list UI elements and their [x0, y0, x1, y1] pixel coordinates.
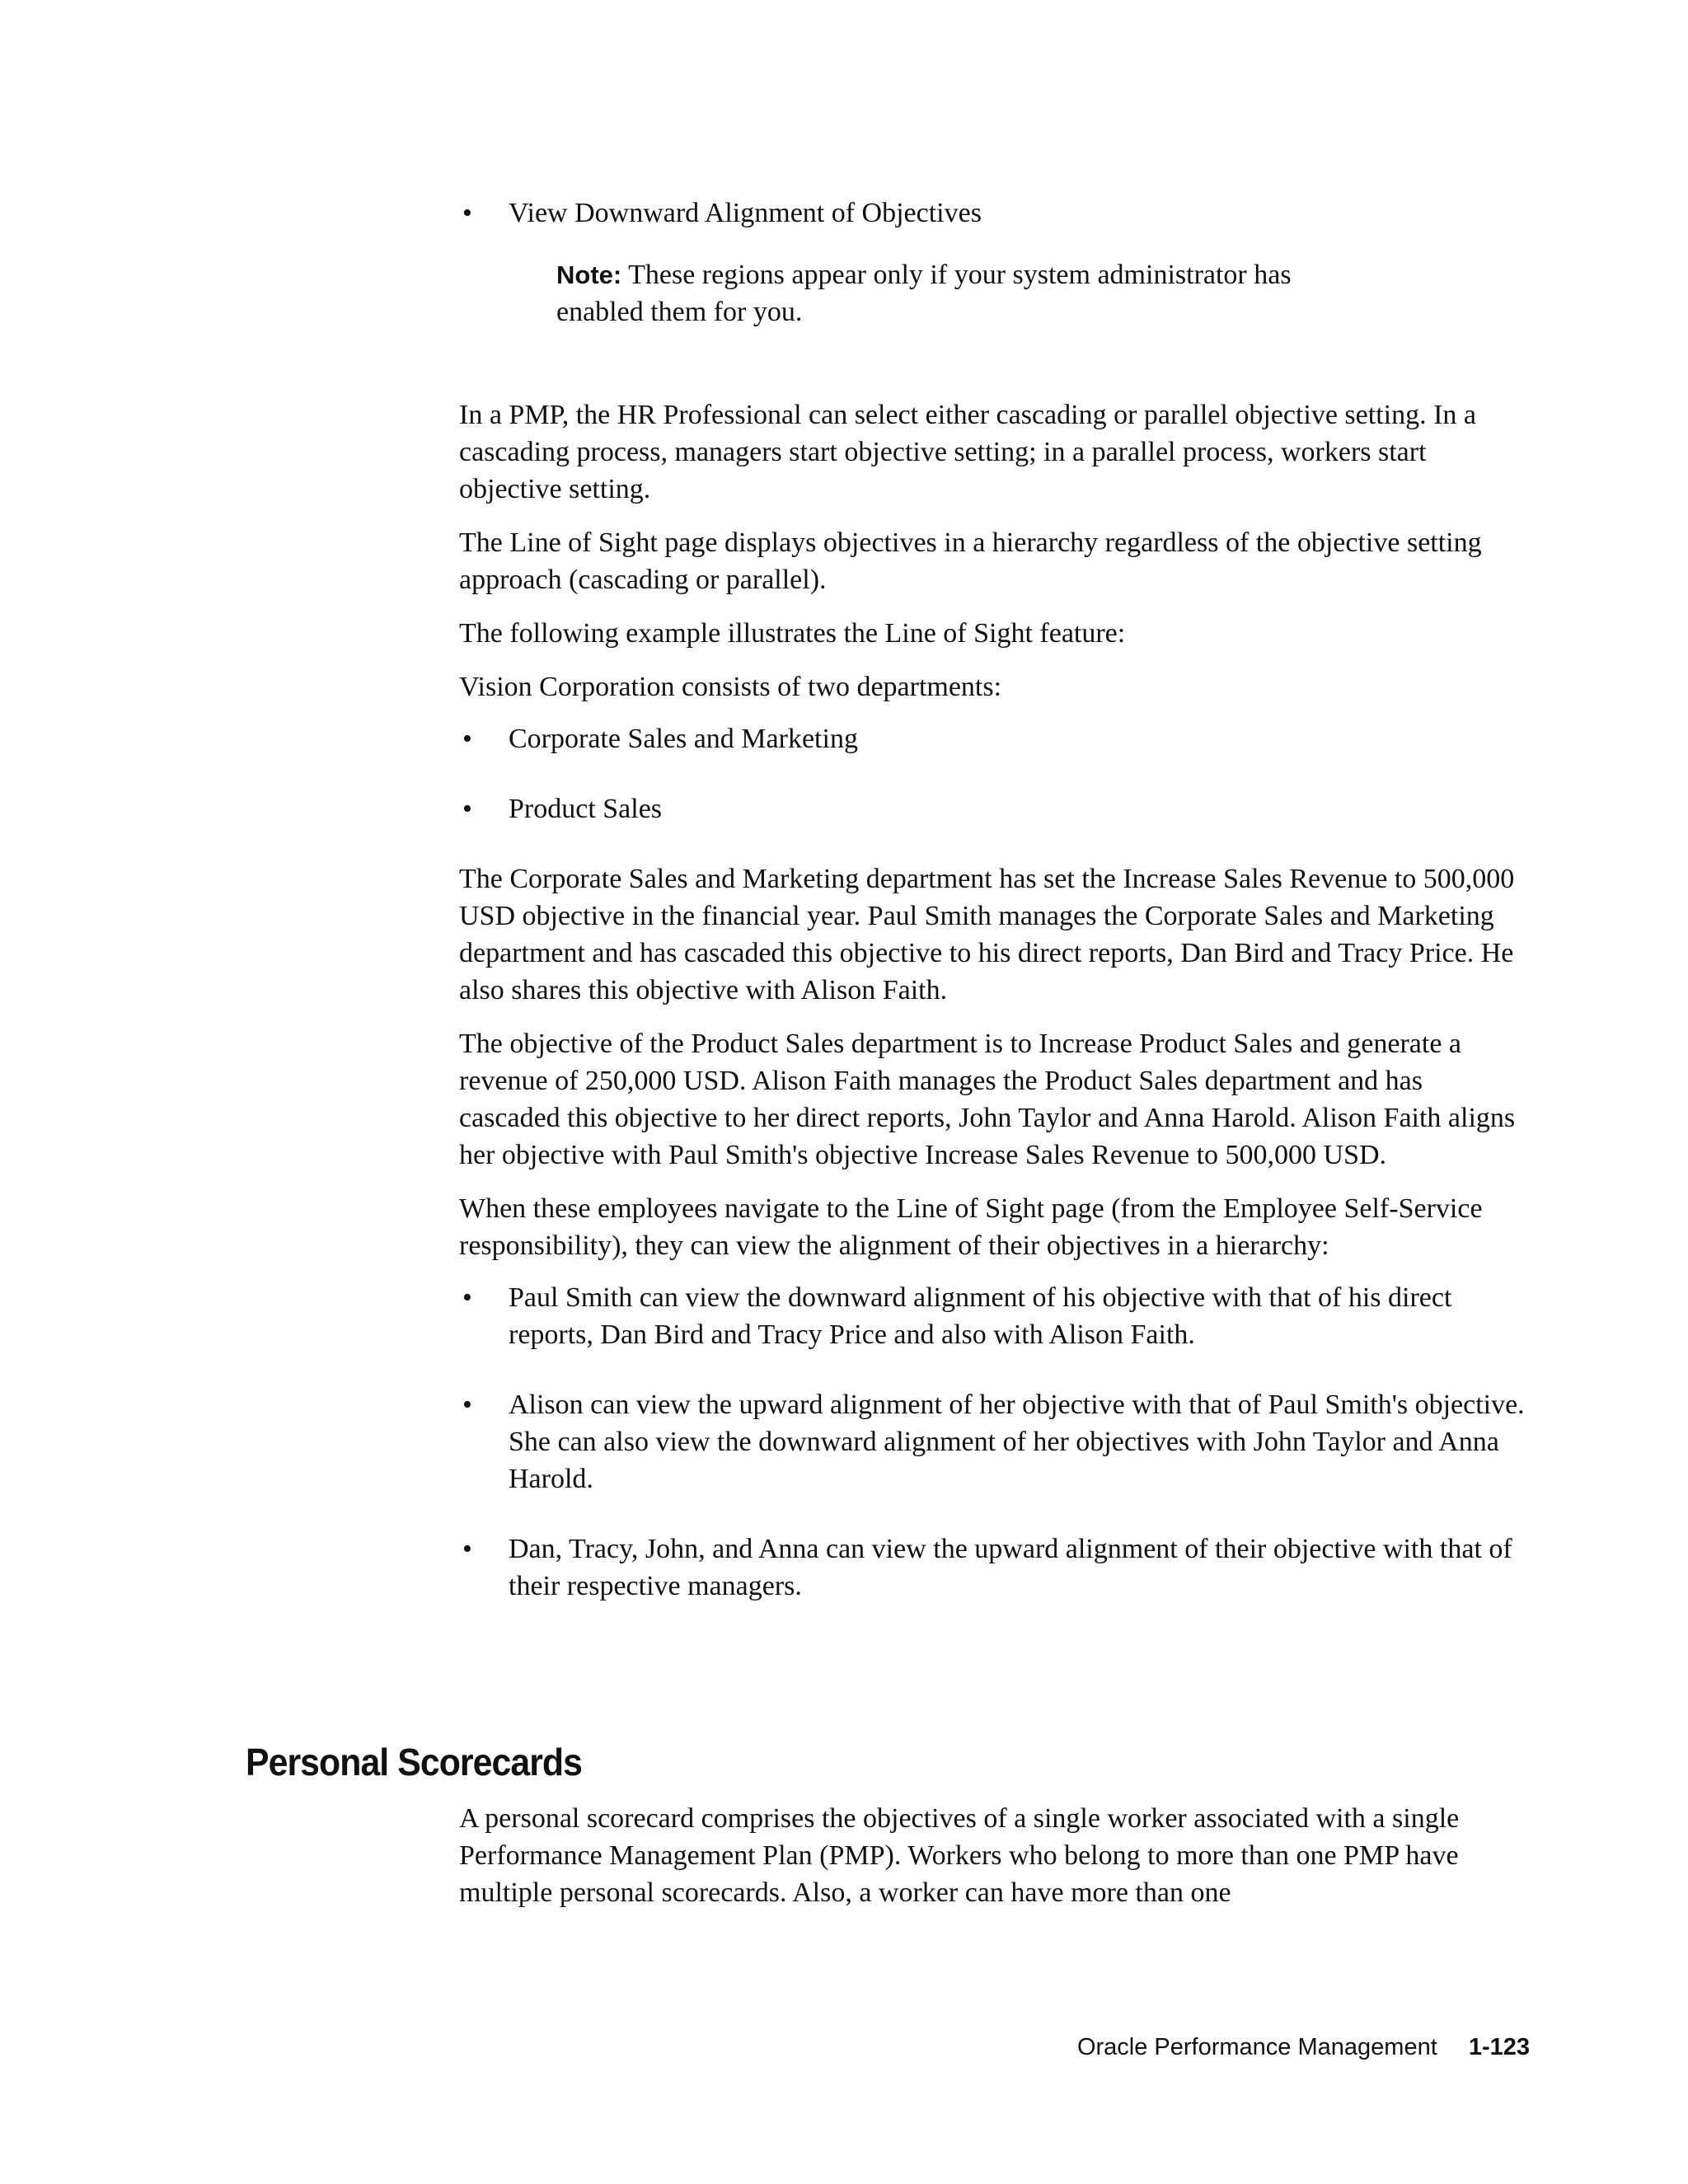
list-item-text: Product Sales — [509, 794, 663, 824]
page-footer — [1077, 2032, 1530, 2062]
page-number: 1-123 — [1468, 2034, 1530, 2060]
list-item — [459, 720, 1531, 757]
paragraph: The Line of Sight page displays objectives in a hierarchy regardless of the objective setting approach (cascading or parallel). — [459, 527, 1482, 595]
bullet-icon: • — [462, 1534, 472, 1564]
section-body: A personal scorecard comprises the objectives of a single worker associated with a single Performance Management Plan (PMP). Workers who belong to more than one PMP have multiple personal scorecards. Also, a worker can have more than one — [459, 1803, 1460, 1908]
list-item — [459, 1386, 1531, 1497]
bullet-icon: • — [462, 794, 472, 824]
list-item-text: Corporate Sales and Marketing — [509, 724, 858, 754]
main-content — [459, 194, 1531, 1638]
bullet-icon: • — [462, 724, 472, 754]
paragraph: In a PMP, the HR Professional can select either cascading or parallel objective setting. In a cascading process, managers start objective setting; in a parallel process, workers start objective setting. — [459, 400, 1477, 504]
list-item-text: Alison can view the upward alignment of her objective with that of Paul Smith's objective. She can also view the downward alignment of her objectives with John Taylor and Anna Harold. — [509, 1390, 1525, 1494]
paragraph: Vision Corporation consists of two departments: — [459, 672, 1002, 702]
note-text: These regions appear only if your system administrator has enabled them for you. — [556, 260, 1292, 327]
note-callout — [556, 256, 1381, 330]
departments-list — [459, 720, 1531, 827]
list-item-text: View Downward Alignment of Objectives — [509, 198, 982, 228]
list-item-text: Dan, Tracy, John, and Anna can view the upward alignment of their objective with that of their respective managers. — [509, 1534, 1512, 1601]
section-heading: Personal Scorecards — [246, 1741, 582, 1783]
note-label: Note: — [556, 260, 622, 289]
bullet-icon: • — [462, 198, 472, 228]
paragraph: The following example illustrates the Line of Sight feature: — [459, 618, 1126, 649]
list-item — [459, 1530, 1531, 1605]
list-item-text: Paul Smith can view the downward alignment of his objective with that of his direct reports, Dan Bird and Tracy Price and also with Alison Faith. — [509, 1282, 1452, 1350]
paragraph: The objective of the Product Sales department is to Increase Product Sales and generate a revenue of 250,000 USD. Alison Faith manages the Product Sales department and has cascaded this objective to her direct reports, John Taylor and Anna Harold. Alison Faith aligns her objective with Paul Smith's objective Increase Sales Revenue to 500,000 USD. — [459, 1029, 1516, 1170]
top-bullet-list — [459, 194, 1531, 232]
bullet-icon: • — [462, 1390, 472, 1420]
list-item — [459, 790, 1531, 827]
paragraph: When these employees navigate to the Line of Sight page (from the Employee Self-Service responsibility), they can view the alignment of their objectives in a hierarchy: — [459, 1193, 1483, 1261]
bullet-icon: • — [462, 1282, 472, 1313]
alignment-list — [459, 1279, 1531, 1605]
footer-title: Oracle Performance Management — [1076, 2034, 1437, 2060]
list-item — [459, 194, 1531, 232]
list-item — [459, 1279, 1531, 1353]
paragraph: The Corporate Sales and Marketing department has set the Increase Sales Revenue to 500,000 USD objective in the financial year. Paul Smith manages the Corporate Sales and Marketing department and has cascaded this objective to his direct reports, Dan Bird and Tracy Price. He also shares this objective with Alison Faith. — [459, 864, 1515, 1005]
